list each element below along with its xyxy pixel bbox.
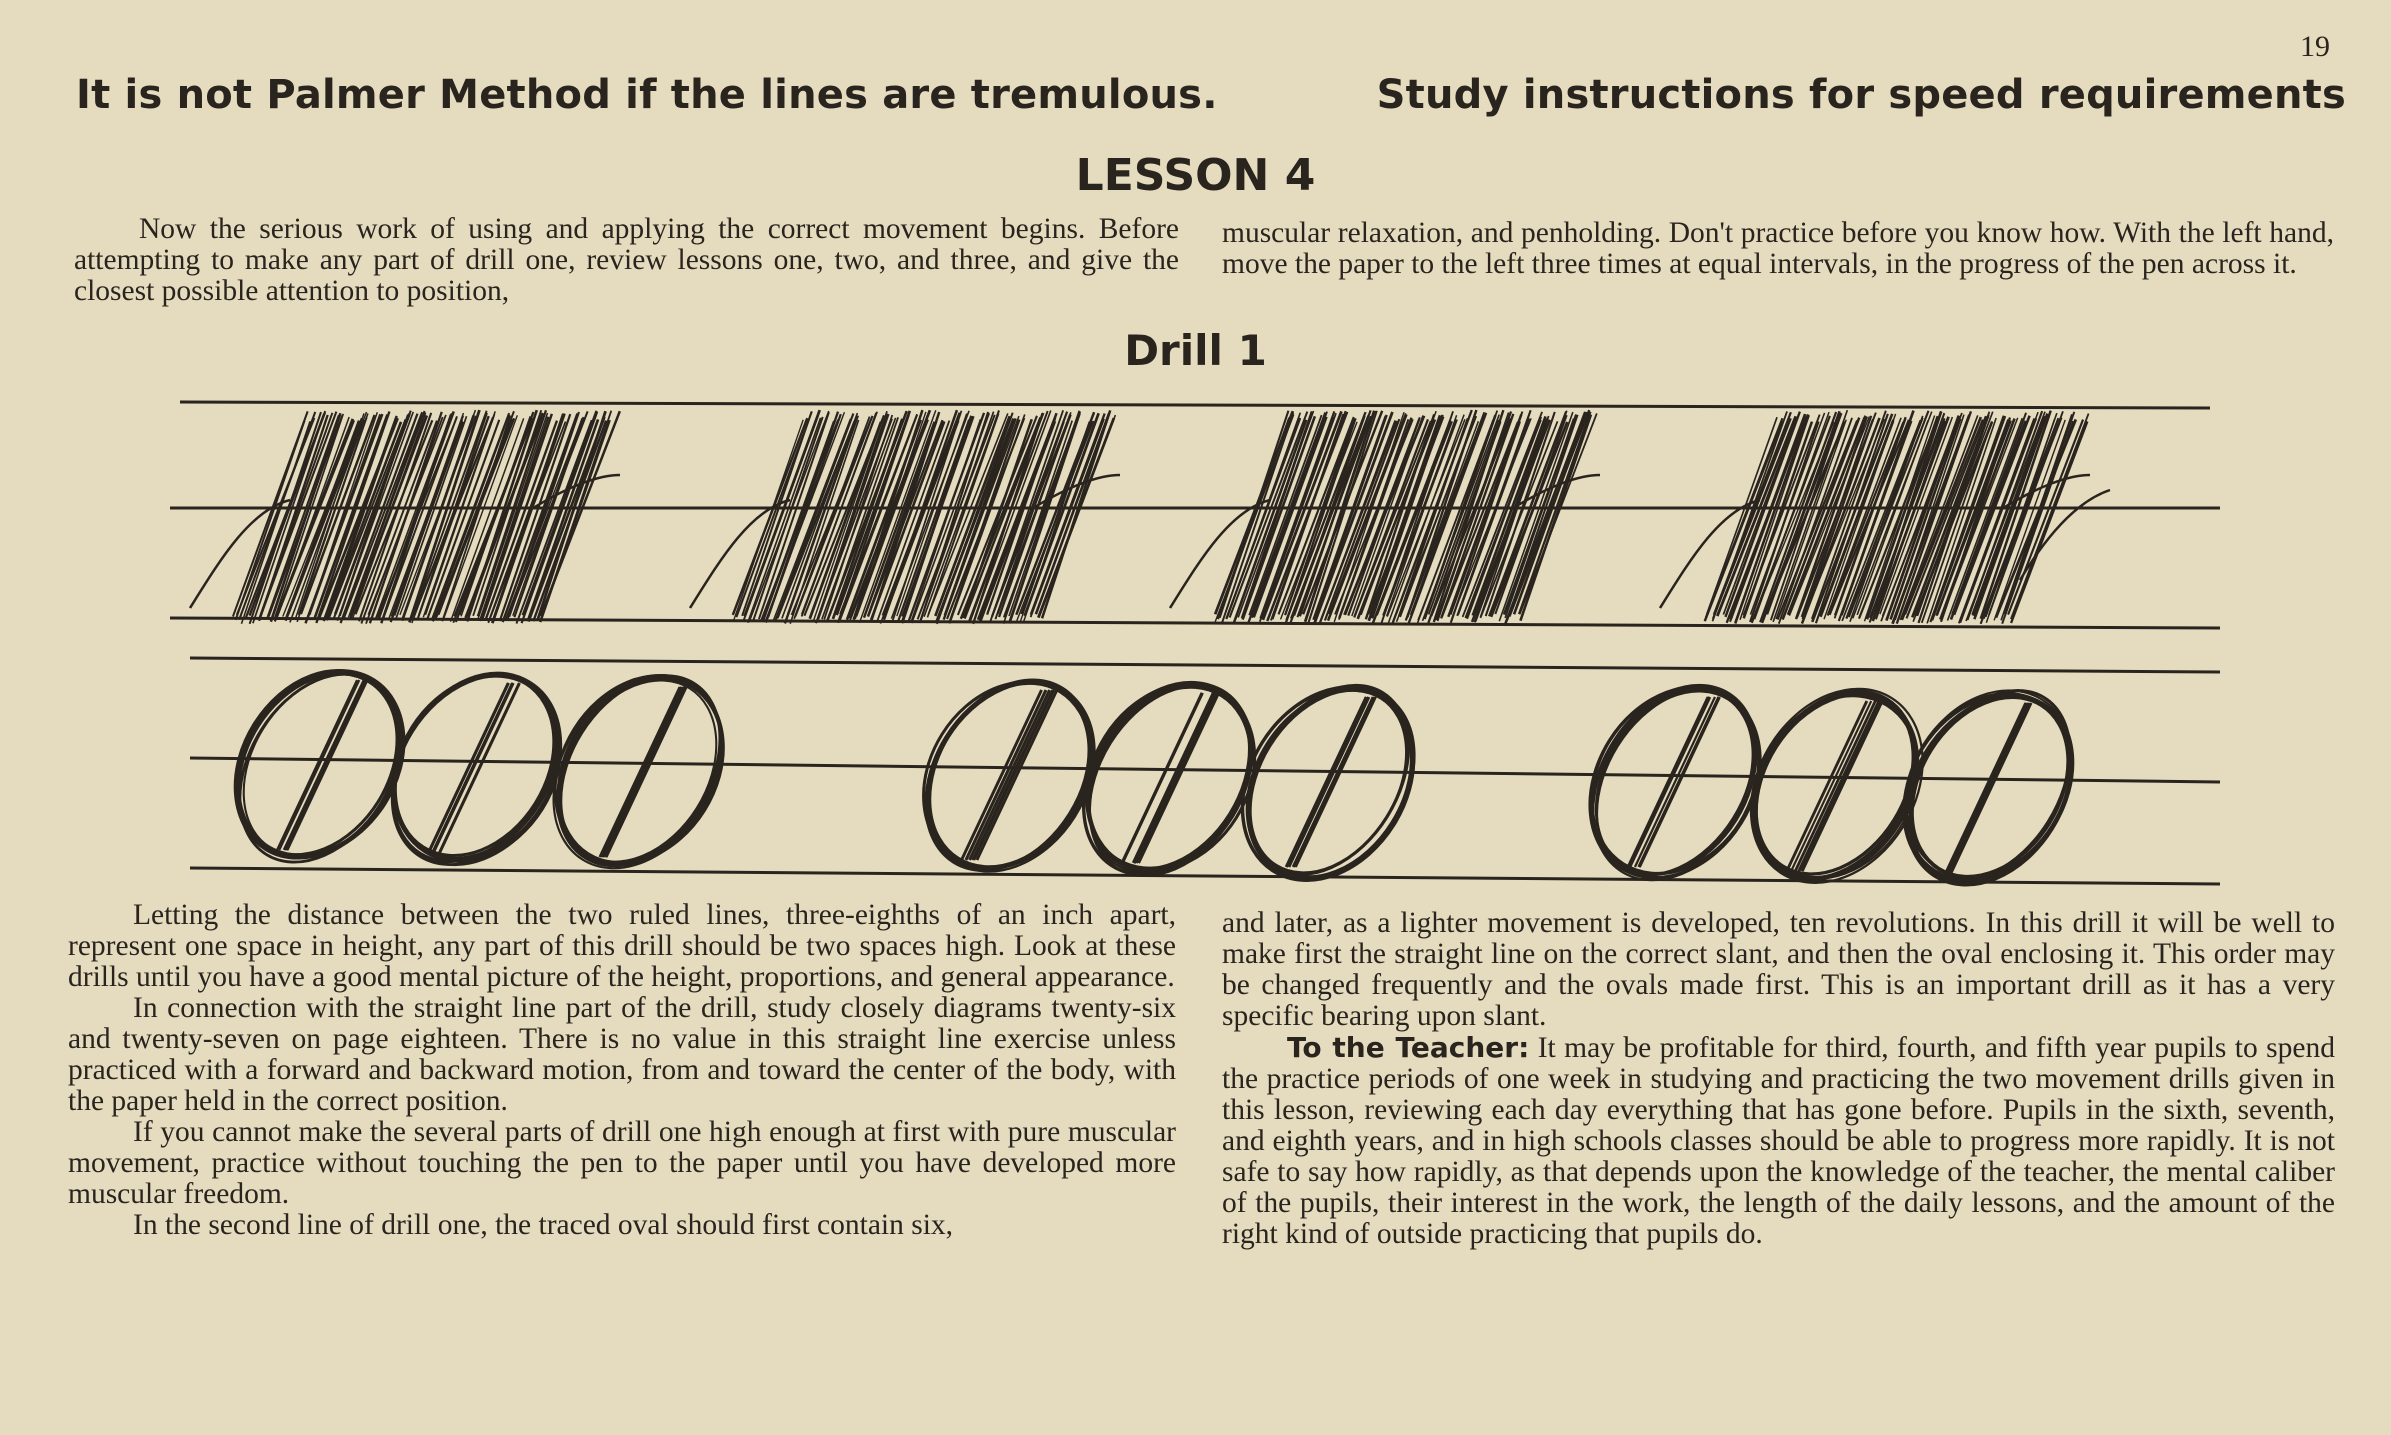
slant-stroke bbox=[1293, 697, 1373, 867]
intro-right-column bbox=[1222, 218, 2334, 280]
slant-stroke bbox=[1795, 701, 1875, 871]
stroke-block bbox=[190, 410, 620, 624]
page-headline bbox=[76, 72, 2346, 118]
stroke-block bbox=[1170, 410, 1600, 624]
body-left-paragraph-2: In connection with the straight line part of the drill, study closely diagrams twenty-six and twenty-seven on page eighteen. There is no value in this straight line exercise unless practiced with a forward and backward motion, from and toward the center of the body, with the paper held in the correct position. bbox=[68, 992, 1176, 1117]
slant-stroke bbox=[1296, 697, 1376, 867]
intro-right-paragraph: muscular relaxation, and penholding. Don't practice before you know how. With the left hand, move the paper to the left three times at equal intervals, in the progress of the pen across it. bbox=[1222, 217, 2334, 280]
slant-stroke bbox=[962, 690, 1042, 860]
slant-stroke bbox=[1123, 693, 1203, 863]
body-left-column bbox=[68, 900, 1176, 1241]
teacher-paragraph bbox=[1222, 1032, 2335, 1250]
slant-stroke bbox=[429, 683, 509, 853]
body-right-paragraph-1: and later, as a lighter movement is developed, ten revolutions. In this drill it will be well to make first the straight line on the correct slant, and then the oval enclosing it. This order may be changed frequently and the ovals made first. This is an important drill as it has a very specific bearing upon slant. bbox=[1222, 907, 2335, 1032]
slant-stroke bbox=[603, 687, 683, 857]
body-left-paragraph-3: If you cannot make the several parts of drill one high enough at first with pure muscular movement, practice without touching the pen to the paper until you have developed more muscular freedom. bbox=[68, 1116, 1176, 1210]
drill-title: Drill 1 bbox=[1124, 326, 1267, 375]
teacher-label: To the Teacher: bbox=[1287, 1031, 1530, 1064]
body-right-column bbox=[1222, 908, 2335, 1250]
slant-stroke bbox=[1286, 697, 1366, 867]
slant-stroke bbox=[1629, 697, 1709, 867]
slant-stroke bbox=[1289, 697, 1369, 867]
ruled-line bbox=[190, 868, 2220, 884]
slant-stroke bbox=[602, 687, 682, 857]
slant-stroke bbox=[1949, 703, 2029, 873]
slant-stroke bbox=[1802, 701, 1882, 871]
page-number: 19 bbox=[2300, 30, 2330, 63]
slant-stroke bbox=[1946, 703, 2026, 873]
headline-right: Study instructions for speed requirements bbox=[1376, 72, 2346, 118]
lesson-title: LESSON 4 bbox=[1075, 150, 1316, 201]
slant-stroke bbox=[1787, 701, 1867, 871]
slant-stroke bbox=[1799, 701, 1879, 871]
slant-stroke bbox=[433, 683, 513, 853]
slant-stroke bbox=[277, 680, 357, 850]
stroke-block bbox=[1660, 410, 2110, 624]
traced-oval bbox=[201, 639, 437, 892]
teacher-text: It may be profitable for third, fourth, and fifth year pupils to spend the practice periods of one week in studying and practicing the two movement drills given in this lesson, reviewing each day everything that has gone before. Pupils in the sixth, seventh, and eighth years, and in high schools classes should be able to progress more rapidly. It is not safe to say how rapidly, as that depends upon the knowledge of the teacher, the mental caliber of the pupils, their interest in the work, the length of the daily lessons, and the amount of the right kind of outside practicing that pupils do. bbox=[1222, 1032, 2335, 1250]
body-left-paragraph-1: Letting the distance between the two ruled lines, three-eighths of an inch apart, represent one space in height, any part of this drill should be two spaces high. Look at these drills until you have a good mental picture of the height, proportions, and general appearance. bbox=[68, 899, 1176, 993]
straight-line-drill bbox=[190, 410, 2110, 624]
headline-left: It is not Palmer Method if the lines are tremulous. bbox=[76, 72, 1218, 118]
slant-stroke bbox=[1635, 697, 1715, 867]
slant-stroke bbox=[287, 680, 367, 850]
slant-stroke bbox=[1791, 701, 1871, 871]
drill-illustration bbox=[170, 390, 2230, 900]
ruled-line bbox=[180, 402, 2210, 408]
intro-left-column bbox=[74, 214, 1179, 307]
slant-stroke bbox=[286, 680, 366, 850]
slant-stroke bbox=[279, 680, 359, 850]
intro-left-paragraph: Now the serious work of using and applying the correct movement begins. Before attempting to make any part of drill one, review lessons one, two, and three, and give the closest possible attention to position, bbox=[74, 213, 1179, 307]
slant-stroke bbox=[972, 690, 1052, 860]
slant-stroke bbox=[1134, 693, 1214, 863]
body-left-paragraph-4: In the second line of drill one, the traced oval should first contain six, bbox=[133, 1209, 954, 1241]
slant-stroke bbox=[439, 683, 519, 853]
slant-stroke bbox=[966, 690, 1046, 860]
stroke-block bbox=[690, 410, 1120, 624]
slant-stroke bbox=[1951, 703, 2031, 873]
slant-stroke bbox=[974, 690, 1054, 860]
slant-stroke bbox=[1136, 693, 1216, 863]
slant-stroke bbox=[1139, 693, 1219, 863]
slant-stroke bbox=[1639, 697, 1719, 867]
slant-stroke bbox=[605, 687, 685, 857]
ruled-line bbox=[190, 658, 2220, 672]
traced-oval bbox=[1208, 655, 1449, 900]
slant-stroke bbox=[977, 690, 1057, 860]
slant-stroke bbox=[600, 687, 680, 857]
ruled-line bbox=[170, 618, 2220, 628]
slant-stroke bbox=[970, 690, 1050, 860]
